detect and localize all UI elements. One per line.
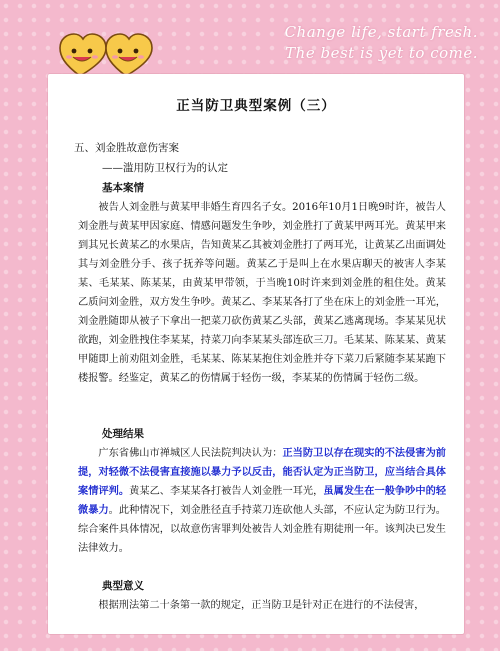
case-subtitle: ——滥用防卫权行为的认定 (102, 162, 228, 174)
document-title: 正当防卫典型案例（三） (176, 98, 336, 114)
facts-heading: 基本案情 (102, 182, 144, 194)
facts-paragraph: 被告人刘金胜与黄某甲非婚生育四名子女。2016年10月1日晚9时许，被告人刘金胜与黄某甲因家庭、情感问题发生争吵，刘金胜打了黄某甲两耳光。黄某甲来到其兄长黄某乙的水果店，告知黄某乙其被刘金胜打了两耳光，让黄某乙出面调处其与刘金胜分手、孩子抚养等问题。黄某乙于是叫上在水果店聊天的被害人李某某、毛某某、陈某某，由黄某甲带领，于当晚10时许来到刘金胜的租住处。黄某乙质问刘金胜，双方发生争吵。黄某乙、李某某各打了坐在床上的刘金胜一耳光，刘金胜随即从被子下拿出一把菜刀砍伤黄某乙头部，黄某乙逃离现场。李某某见状欲跑，刘金胜拽住李某某，持菜刀向李某某头部连砍三刀。毛某某、陈某某、黄某甲随即上前劝阻刘金胜，毛某某、陈某某抱住刘金胜并夺下菜刀后紧随李某某跑下楼报警。经鉴定，黄某乙的伤情属于轻伤一级，李某某的伤情属于轻伤二级。 (78, 202, 446, 384)
slogan-line-1: Change life, start fresh. (284, 23, 478, 41)
slogan (238, 22, 478, 64)
result-highlight: 虽属发生在一般争吵中的轻微暴力 (78, 485, 447, 516)
result-text: 。此种情况下，刘金胜径直手持菜刀连砍他人头部，不应认定为防卫行为。综合案件具体情况，以故意伤害罪判处被告人刘金胜有期徒刑一年。该判决已发生法律效力。 (78, 505, 446, 554)
meaning-heading: 典型意义 (102, 580, 144, 592)
slogan-line-2: The best is yet to come. (285, 44, 478, 62)
result-heading: 处理结果 (102, 428, 144, 440)
result-highlight: 正当防卫以存在现实的不法侵害为前提，对轻微不法侵害直接施以暴力予以反击，能否认定为正当防卫，应当结合具体案情评判。 (78, 447, 446, 497)
heart-face-icon (106, 34, 152, 76)
result-paragraph (78, 444, 446, 558)
result-text: 黄某乙、李某某各打被告人刘金胜一耳光， (129, 486, 324, 497)
document-sheet (48, 74, 464, 634)
case-heading: 五、刘金胜故意伤害案 (74, 142, 179, 154)
heart-face-icon (60, 34, 106, 76)
meaning-paragraph: 根据刑法第二十条第一款的规定，正当防卫是针对正在进行的不法侵害， (98, 600, 425, 611)
result-text: 广东省佛山市禅城区人民法院判决认为： (98, 448, 283, 459)
